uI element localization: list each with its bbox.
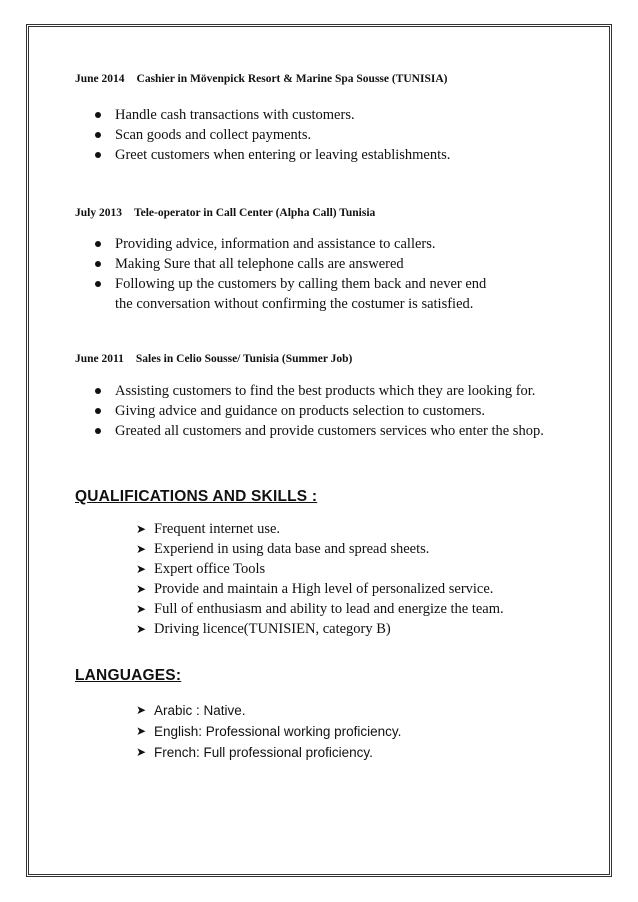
job-date: July 2013 <box>75 207 122 219</box>
bullet-icon <box>95 241 101 247</box>
list-item: Handle cash transactions with customers. <box>95 105 450 125</box>
bullet-icon <box>95 428 101 434</box>
arrow-bullet-icon: ➤ <box>136 522 147 536</box>
arrow-bullet-icon: ➤ <box>136 602 147 616</box>
job-header <box>75 73 447 85</box>
list-item: ➤ Frequent internet use. <box>136 521 281 537</box>
bullet-continuation: the conversation without confirming the costumer is satisfied. <box>115 296 474 312</box>
arrow-bullet-icon: ➤ <box>136 622 147 636</box>
languages-list <box>136 700 401 763</box>
list-item: ➤ French: Full professional proficiency. <box>136 742 401 763</box>
arrow-bullet-icon: ➤ <box>136 562 147 576</box>
list-item: Making Sure that all telephone calls are answered <box>95 254 486 274</box>
list-item: ➤ Driving licence(TUNISIEN, category B) <box>136 621 391 637</box>
list-item: Assisting customers to find the best products which they are looking for. <box>95 381 544 401</box>
bullet-icon <box>95 388 101 394</box>
qualifications-list <box>136 519 504 639</box>
job-date: June 2014 <box>75 73 125 85</box>
job-title: Sales in Celio Sousse/ Tunisia (Summer Job) <box>135 353 353 365</box>
arrow-bullet-icon: ➤ <box>136 542 147 556</box>
job-duties-list <box>95 105 450 165</box>
job-title: Tele-operator in Call Center (Alpha Call) Tunisia <box>133 207 376 219</box>
list-item: Scan goods and collect payments. <box>95 125 450 145</box>
bullet-icon <box>95 408 101 414</box>
arrow-bullet-icon: ➤ <box>136 724 147 738</box>
list-item: ➤ Arabic : Native. <box>136 700 401 721</box>
list-item: ➤ Provide and maintain a High level of personalized service. <box>136 581 494 597</box>
list-item: Greet customers when entering or leaving establishments. <box>95 145 450 165</box>
job-date: June 2011 <box>75 353 124 365</box>
bullet-icon <box>95 281 101 287</box>
list-item: Giving advice and guidance on products selection to customers. <box>95 401 544 421</box>
job-duties-list <box>95 381 544 441</box>
bullet-icon <box>95 112 101 118</box>
list-item: ➤ English: Professional working proficiency. <box>136 721 401 742</box>
arrow-bullet-icon: ➤ <box>136 703 147 717</box>
job-header <box>75 353 352 365</box>
bullet-icon <box>95 261 101 267</box>
list-item: ➤ Expert office Tools <box>136 561 266 577</box>
job-duties-list <box>95 234 486 314</box>
qualifications-heading: QUALIFICATIONS AND SKILLS : <box>75 488 318 505</box>
list-item: Following up the customers by calling them back and never end the conversation without confirming the costumer is satisfied. <box>95 274 486 314</box>
list-item: ➤ Full of enthusiasm and ability to lead and energize the team. <box>136 601 504 617</box>
bullet-icon <box>95 152 101 158</box>
bullet-icon <box>95 132 101 138</box>
arrow-bullet-icon: ➤ <box>136 745 147 759</box>
job-header <box>75 207 375 219</box>
list-item: Greated all customers and provide customers services who enter the shop. <box>95 421 544 441</box>
languages-heading: LANGUAGES: <box>75 667 182 684</box>
job-title: Cashier in Mövenpick Resort & Marine Spa Sousse (TUNISIA) <box>136 73 448 85</box>
list-item: Providing advice, information and assistance to callers. <box>95 234 486 254</box>
list-item: ➤ Experiend in using data base and spread sheets. <box>136 541 430 557</box>
arrow-bullet-icon: ➤ <box>136 582 147 596</box>
